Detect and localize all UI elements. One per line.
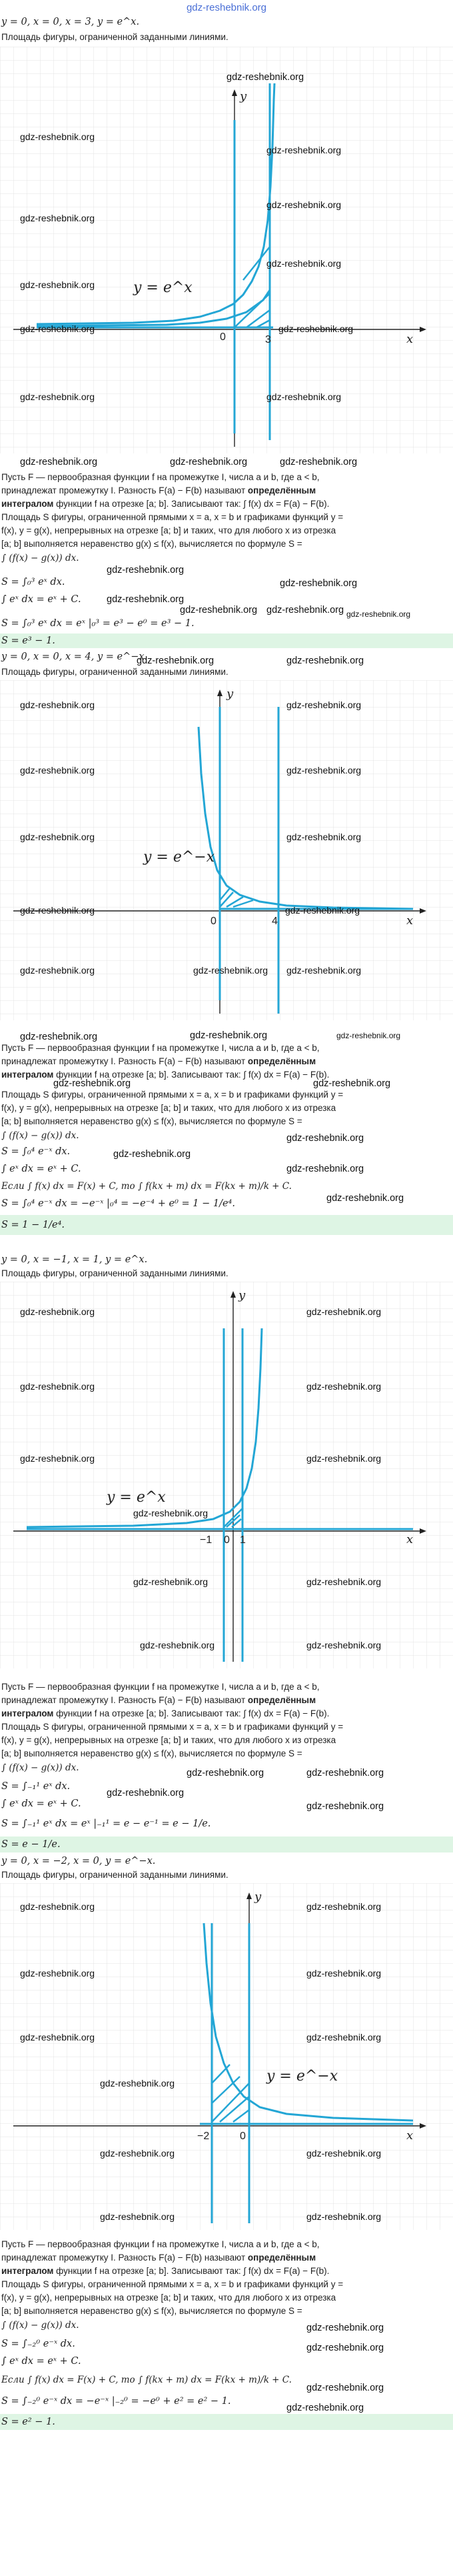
watermark: gdz-reshebnik.org bbox=[226, 72, 304, 83]
graph-label: 1 bbox=[240, 1534, 246, 1546]
watermark: gdz-reshebnik.org bbox=[286, 1133, 364, 1144]
theory-kx: Если ∫ f(x) dx = F(x) + C, то ∫ f(kx + m) dx = F(kx + m)/k + C. bbox=[1, 1181, 292, 1192]
text-line: ∫ (f(x) − g(x)) dx. bbox=[1, 1130, 79, 1141]
graph-label: 0 bbox=[211, 916, 217, 927]
watermark: gdz-reshebnik.org bbox=[286, 700, 362, 710]
watermark: gdz-reshebnik.org bbox=[107, 594, 185, 605]
watermark: gdz-reshebnik.org bbox=[20, 1032, 98, 1042]
graph-label: 4 bbox=[272, 916, 278, 927]
watermark: gdz-reshebnik.org bbox=[20, 131, 95, 142]
watermark: gdz-reshebnik.org bbox=[20, 905, 95, 916]
watermark: gdz-reshebnik.org bbox=[20, 832, 95, 842]
antiderivative: ∫ eˣ dx = eˣ + C. bbox=[1, 594, 81, 605]
task-subtitle: Площадь фигуры, ограниченной заданными линиями. bbox=[1, 32, 228, 42]
graph-label: −2 bbox=[197, 2131, 210, 2142]
graph-label: x bbox=[406, 1532, 414, 1546]
watermark: gdz-reshebnik.org bbox=[100, 2211, 175, 2222]
text-line: Пусть F — первообразная функции f на промежутке I, числа a и b, где a < b, bbox=[1, 1043, 320, 1053]
text-line: [a; b] выполняется неравенство g(x) ≤ f(x), вычисляется по формуле S = bbox=[1, 2306, 302, 2316]
watermark: gdz-reshebnik.org bbox=[20, 700, 95, 710]
text-line: f(x), y = g(x), непрерывных на отрезке [a; b] и таких, что для любого x из отрезка bbox=[1, 2293, 336, 2303]
watermark: gdz-reshebnik.org bbox=[20, 1306, 95, 1317]
answer: S = e³ − 1. bbox=[1, 635, 55, 646]
watermark: gdz-reshebnik.org bbox=[53, 1078, 131, 1089]
watermark: gdz-reshebnik.org bbox=[336, 1031, 401, 1040]
theory-p2: принадлежат промежутку I. Разность F(a) − F(b) называют определённым bbox=[1, 485, 316, 495]
text-line: принадлежат промежутку I. Разность F(a) − F(b) называют определённым bbox=[1, 1056, 316, 1066]
text-line: принадлежат промежутку I. Разность F(a) − F(b) называют определённым bbox=[1, 1695, 316, 1705]
text-line: [a; b] выполняется неравенство g(x) ≤ f(x), вычисляется по формуле S = bbox=[1, 1116, 302, 1126]
watermark: gdz-reshebnik.org bbox=[100, 2148, 175, 2159]
graph-4 bbox=[0, 1883, 453, 2230]
graph-label: y = e^−x bbox=[143, 849, 215, 866]
text-line: интегралом функции f на отрезке [a; b]. Записывают так: ∫ f(x) dx = F(a) − F(b). bbox=[1, 1070, 330, 1080]
watermark: gdz-reshebnik.org bbox=[286, 832, 362, 842]
watermark: gdz-reshebnik.org bbox=[20, 457, 98, 467]
watermark: gdz-reshebnik.org bbox=[113, 1149, 191, 1160]
watermark: gdz-reshebnik.org bbox=[266, 605, 344, 615]
watermark: gdz-reshebnik.org bbox=[20, 765, 95, 776]
tick-0: 0 bbox=[220, 331, 226, 343]
text-line: ∫ (f(x) − g(x)) dx. bbox=[1, 2320, 79, 2331]
text-line: [a; b] выполняется неравенство g(x) ≤ f(x), вычисляется по формуле S = bbox=[1, 1748, 302, 1758]
text-line: Пусть F — первообразная функции f на промежутке I, числа a и b, где a < b, bbox=[1, 1682, 320, 1692]
graph-label: x bbox=[406, 2129, 414, 2143]
graph-label: −1 bbox=[200, 1534, 213, 1546]
watermark: gdz-reshebnik.org bbox=[133, 1576, 209, 1587]
antiderivative: ∫ eˣ dx = eˣ + C. bbox=[1, 1798, 81, 1809]
task-header: y = 0, x = 0, x = 4, y = e^−x. bbox=[1, 652, 148, 662]
watermark: gdz-reshebnik.org bbox=[20, 1381, 95, 1392]
watermark: gdz-reshebnik.org bbox=[20, 1453, 95, 1464]
graph-label: y = e^x bbox=[107, 1489, 166, 1506]
watermark: gdz-reshebnik.org bbox=[306, 2032, 382, 2043]
watermark: gdz-reshebnik.org bbox=[306, 1576, 382, 1587]
watermark: gdz-reshebnik.org bbox=[278, 323, 354, 334]
watermark: gdz-reshebnik.org bbox=[20, 213, 95, 223]
text-line: f(x), y = g(x), непрерывных на отрезке [a; b] и таких, что для любого x из отрезка bbox=[1, 1103, 336, 1113]
axis-x-label: x bbox=[406, 332, 414, 346]
s-integral: S = ∫₀³ eˣ dx. bbox=[1, 577, 65, 587]
watermark: gdz-reshebnik.org bbox=[137, 656, 215, 666]
text-line: интегралом функции f на отрезке [a; b]. Записывают так: ∫ f(x) dx = F(a) − F(b). bbox=[1, 1708, 330, 1718]
watermark: gdz-reshebnik.org bbox=[286, 765, 362, 776]
theory-p6: [a; b] выполняется неравенство g(x) ≤ f(x), вычисляется по формуле S = bbox=[1, 539, 302, 549]
theory-kx: Если ∫ f(x) dx = F(x) + C, то ∫ f(kx + m) dx = F(kx + m)/k + C. bbox=[1, 2375, 292, 2385]
watermark: gdz-reshebnik.org bbox=[266, 391, 342, 402]
watermark: gdz-reshebnik.org bbox=[280, 578, 358, 589]
task-subtitle: Площадь фигуры, ограниченной заданными линиями. bbox=[1, 667, 228, 677]
task-subtitle: Площадь фигуры, ограниченной заданными линиями. bbox=[1, 1870, 228, 1880]
theory-p5: f(x), y = g(x), непрерывных на отрезке [a; b] и таких, что для любого x из отрезка bbox=[1, 525, 336, 535]
task-header: y = 0, x = 0, x = 3, y = e^x. bbox=[1, 17, 140, 27]
watermark: gdz-reshebnik.org bbox=[170, 457, 248, 467]
watermark: gdz-reshebnik.org bbox=[193, 965, 268, 976]
axis-y-label: y bbox=[240, 89, 247, 103]
theory-p1: Пусть F — первообразная функции f на промежутке I, числа a и b, где a < b, bbox=[1, 472, 320, 482]
watermark: gdz-reshebnik.org bbox=[20, 323, 95, 334]
calculation: S = ∫₀⁴ e⁻ˣ dx = −e⁻ˣ |₀⁴ = −e⁻⁴ + e⁰ = 1 − 1/e⁴. bbox=[1, 1198, 235, 1209]
graph-element bbox=[0, 1282, 453, 1668]
watermark: gdz-reshebnik.org bbox=[20, 1968, 95, 1979]
answer-box bbox=[0, 1215, 453, 1235]
graph-label: y bbox=[238, 1288, 246, 1302]
watermark: gdz-reshebnik.org bbox=[286, 2403, 364, 2413]
answer: S = e − 1/e. bbox=[1, 1839, 61, 1850]
watermark: gdz-reshebnik.org bbox=[306, 1453, 382, 1464]
task-subtitle: Площадь фигуры, ограниченной заданными линиями. bbox=[1, 1268, 228, 1278]
watermark: gdz-reshebnik.org bbox=[133, 1508, 209, 1518]
watermark: gdz-reshebnik.org bbox=[306, 2211, 382, 2222]
calculation: S = ∫₋₂⁰ e⁻ˣ dx = −e⁻ˣ |₋₂⁰ = −e⁰ + e² = e² − 1. bbox=[1, 2396, 231, 2407]
watermark: gdz-reshebnik.org bbox=[313, 1078, 391, 1089]
watermark: gdz-reshebnik.org bbox=[306, 1381, 382, 1392]
watermark: gdz-reshebnik.org bbox=[306, 1640, 382, 1650]
watermark: gdz-reshebnik.org bbox=[20, 965, 95, 976]
graph-label: y bbox=[254, 1890, 262, 1904]
watermark: gdz-reshebnik.org bbox=[20, 2032, 95, 2043]
text-line: f(x), y = g(x), непрерывных на отрезке [a; b] и таких, что для любого x из отрезка bbox=[1, 1735, 336, 1745]
watermark: gdz-reshebnik.org bbox=[306, 1306, 382, 1317]
theory-p4: Площадь S фигуры, ограниченной прямыми x = a, x = b и графиками функций y = bbox=[1, 512, 344, 522]
watermark: gdz-reshebnik.org bbox=[285, 905, 360, 916]
watermark: gdz-reshebnik.org bbox=[280, 457, 358, 467]
watermark: gdz-reshebnik.org bbox=[286, 965, 362, 976]
watermark: gdz-reshebnik.org bbox=[140, 1640, 215, 1650]
watermark: gdz-reshebnik.org bbox=[306, 1901, 382, 1912]
answer: S = e² − 1. bbox=[1, 2417, 55, 2427]
answer: S = 1 − 1/e⁴. bbox=[1, 1220, 65, 1230]
s-integral: S = ∫₋₂⁰ e⁻ˣ dx. bbox=[1, 2339, 75, 2349]
text-line: Площадь S фигуры, ограниченной прямыми x = a, x = b и графиками функций y = bbox=[1, 1722, 344, 1732]
watermark: gdz-reshebnik.org bbox=[286, 656, 364, 666]
tick-3: 3 bbox=[265, 334, 271, 345]
antiderivative: ∫ eˣ dx = eˣ + C. bbox=[1, 1164, 81, 1174]
s-integral: S = ∫₋₁¹ eˣ dx. bbox=[1, 1781, 71, 1792]
calculation: S = ∫₋₁¹ eˣ dx = eˣ |₋₁¹ = e − e⁻¹ = e − 1/e. bbox=[1, 1818, 211, 1829]
watermark: gdz-reshebnik.org bbox=[20, 279, 95, 290]
watermark: gdz-reshebnik.org bbox=[306, 2383, 384, 2393]
watermark: gdz-reshebnik.org bbox=[306, 2148, 382, 2159]
task-header: y = 0, x = −1, x = 1, y = e^x. bbox=[1, 1254, 148, 1265]
graph-1 bbox=[0, 47, 453, 453]
text-line: Площадь S фигуры, ограниченной прямыми x = a, x = b и графиками функций y = bbox=[1, 2279, 344, 2289]
watermark: gdz-reshebnik.org bbox=[306, 1768, 384, 1778]
graph-2 bbox=[0, 680, 453, 1020]
text-line: интегралом функции f на отрезке [a; b]. Записывают так: ∫ f(x) dx = F(a) − F(b). bbox=[1, 2266, 330, 2276]
label-ex: y = e^x bbox=[133, 279, 193, 296]
site-logo[interactable]: gdz-reshebnik.org bbox=[186, 2, 267, 13]
theory-p7: ∫ (f(x) − g(x)) dx. bbox=[1, 553, 79, 563]
graph-label: y = e^−x bbox=[266, 2068, 338, 2085]
watermark: gdz-reshebnik.org bbox=[20, 391, 95, 402]
watermark: gdz-reshebnik.org bbox=[266, 199, 342, 210]
theory-p3: интегралом функции f на отрезке [a; b]. Записывают так: ∫ f(x) dx = F(a) − F(b). bbox=[1, 499, 330, 509]
watermark: gdz-reshebnik.org bbox=[306, 2323, 384, 2333]
graph-element bbox=[0, 1883, 453, 2230]
graph-label: x bbox=[406, 914, 414, 928]
answer-box bbox=[0, 2414, 453, 2430]
watermark: gdz-reshebnik.org bbox=[107, 1788, 185, 1798]
text-line: принадлежат промежутку I. Разность F(a) − F(b) называют определённым bbox=[1, 2253, 316, 2263]
watermark: gdz-reshebnik.org bbox=[266, 258, 342, 269]
watermark: gdz-reshebnik.org bbox=[180, 605, 258, 615]
watermark: gdz-reshebnik.org bbox=[190, 1030, 268, 1041]
watermark: gdz-reshebnik.org bbox=[286, 1164, 364, 1174]
graph-label: 0 bbox=[240, 2131, 246, 2142]
answer-box bbox=[0, 1836, 453, 1852]
watermark: gdz-reshebnik.org bbox=[20, 1901, 95, 1912]
graph-3 bbox=[0, 1282, 453, 1668]
watermark: gdz-reshebnik.org bbox=[100, 2078, 175, 2089]
s-integral: S = ∫₀⁴ e⁻ˣ dx. bbox=[1, 1146, 71, 1157]
watermark: gdz-reshebnik.org bbox=[306, 1968, 382, 1979]
watermark: gdz-reshebnik.org bbox=[187, 1768, 264, 1778]
watermark: gdz-reshebnik.org bbox=[306, 2343, 384, 2353]
watermark: gdz-reshebnik.org bbox=[306, 1801, 384, 1812]
text-line: Пусть F — первообразная функции f на промежутке I, числа a и b, где a < b, bbox=[1, 2239, 320, 2249]
text-line: ∫ (f(x) − g(x)) dx. bbox=[1, 1762, 79, 1773]
watermark: gdz-reshebnik.org bbox=[107, 565, 185, 575]
text-line: Площадь S фигуры, ограниченной прямыми x = a, x = b и графиками функций y = bbox=[1, 1090, 344, 1100]
calculation: S = ∫₀³ eˣ dx = eˣ |₀³ = e³ − e⁰ = e³ − 1. bbox=[1, 618, 195, 629]
task-header: y = 0, x = −2, x = 0, y = e^−x. bbox=[1, 1856, 156, 1866]
graph-label: y bbox=[226, 687, 234, 701]
watermark: gdz-reshebnik.org bbox=[346, 609, 411, 619]
watermark: gdz-reshebnik.org bbox=[326, 1193, 404, 1204]
graph-label: 0 bbox=[224, 1534, 230, 1546]
watermark: gdz-reshebnik.org bbox=[266, 145, 342, 155]
answer-box bbox=[0, 633, 453, 648]
antiderivative: ∫ eˣ dx = eˣ + C. bbox=[1, 2356, 81, 2367]
